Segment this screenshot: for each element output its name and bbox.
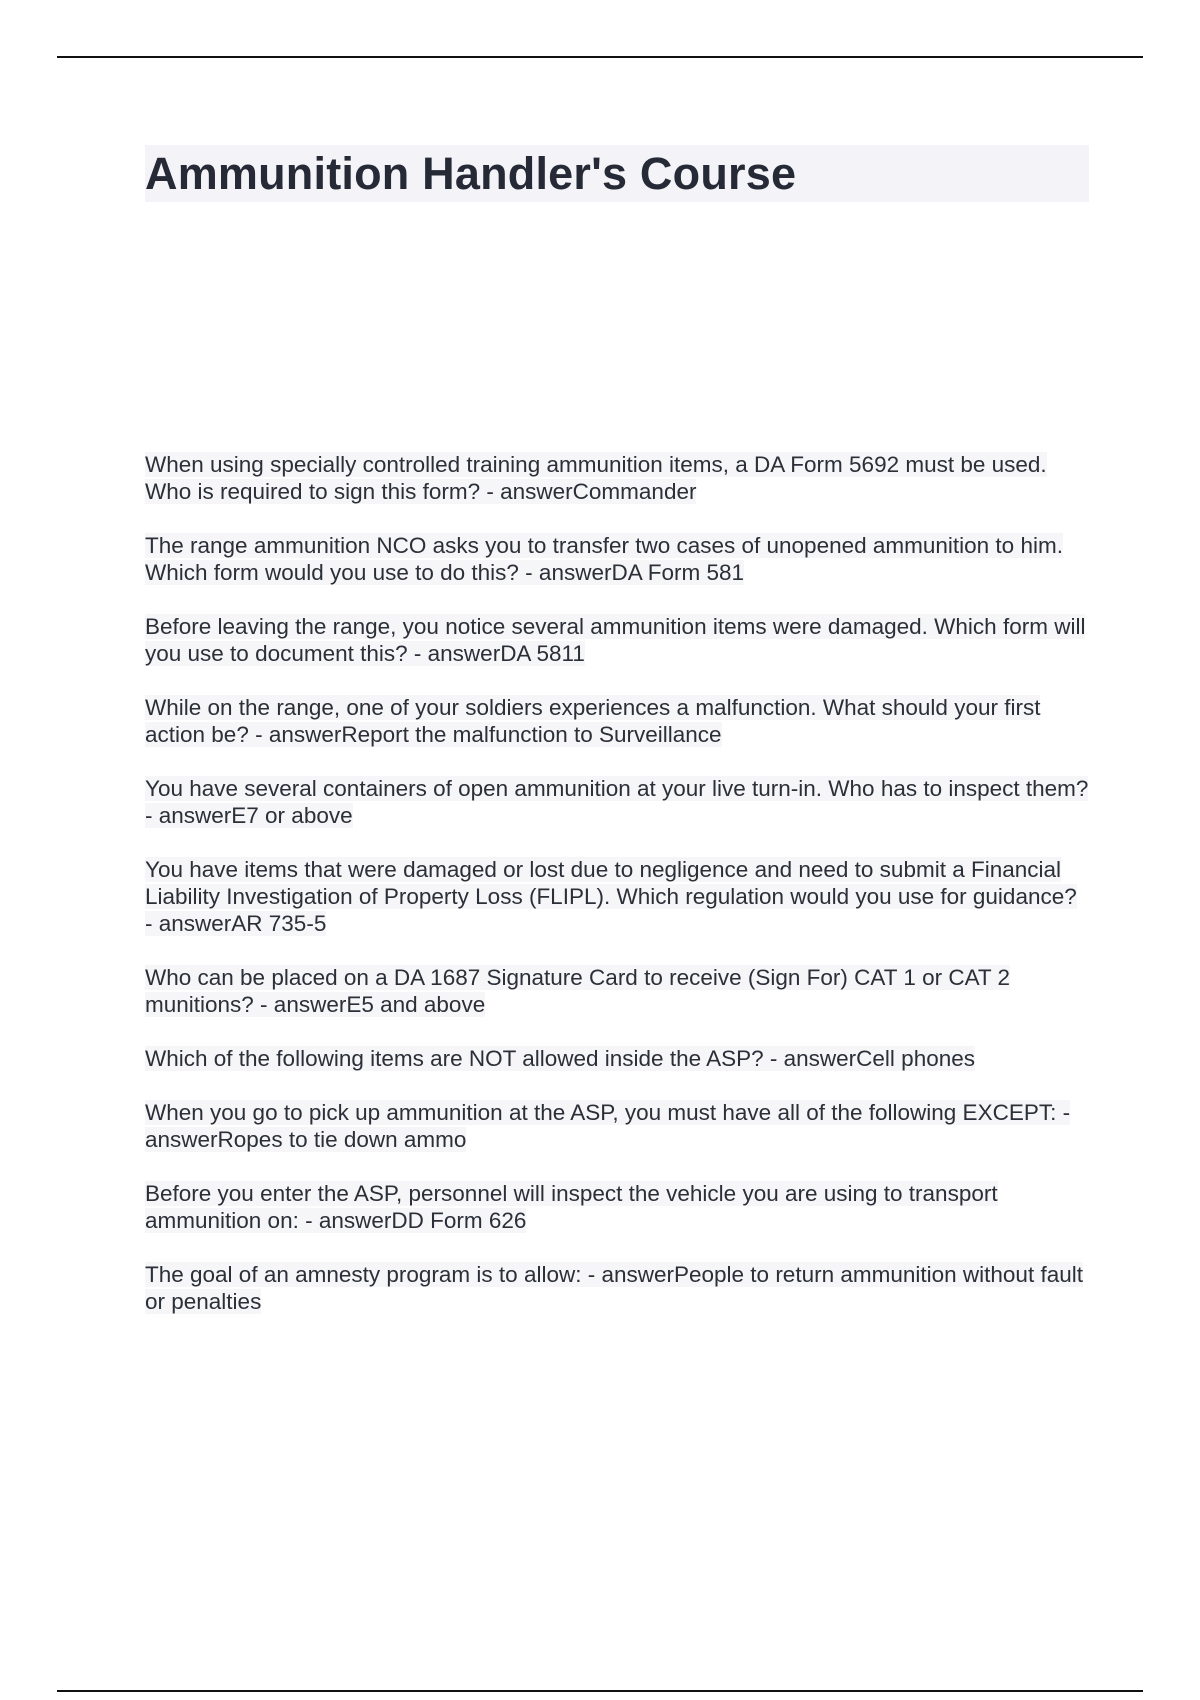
qa-item-8: [145, 1045, 1090, 1072]
qa-text: Who can be placed on a DA 1687 Signature Card to receive (Sign For) CAT 1 or CAT 2 munitions? - answerE5 and above: [145, 965, 1011, 1017]
qa-text: While on the range, one of your soldiers experiences a malfunction. What should your first action be? - answerReport the malfunction to Surveillance: [145, 695, 1041, 747]
qa-item-2: [145, 532, 1090, 586]
page-title: Ammunition Handler's Course: [145, 148, 797, 199]
qa-item-11: [145, 1261, 1090, 1315]
qa-text: You have items that were damaged or lost due to negligence and need to submit a Financial Liability Investigation of Property Loss (FLIPL). Which regulation would you use for guidance? - answerAR 735-5: [145, 857, 1077, 936]
qa-item-4: [145, 694, 1090, 748]
qa-text: You have several containers of open ammunition at your live turn-in. Who has to inspect them? - answerE7 or above: [145, 776, 1089, 828]
qa-text: When using specially controlled training ammunition items, a DA Form 5692 must be used. Who is required to sign this form? - answerCommander: [145, 452, 1047, 504]
qa-text: The range ammunition NCO asks you to transfer two cases of unopened ammunition to him. Which form would you use to do this? - answerDA Form 581: [145, 533, 1063, 585]
qa-item-9: [145, 1099, 1090, 1153]
qa-text: Which of the following items are NOT allowed inside the ASP? - answerCell phones: [145, 1046, 975, 1071]
top-rule: [57, 56, 1143, 58]
qa-text: Before you enter the ASP, personnel will inspect the vehicle you are using to transport ammunition on: - answerDD Form 626: [145, 1181, 998, 1233]
qa-text: When you go to pick up ammunition at the ASP, you must have all of the following EXCEPT: - answerRopes to tie down ammo: [145, 1100, 1071, 1152]
qa-item-3: [145, 613, 1090, 667]
qa-item-5: [145, 775, 1090, 829]
bottom-rule: [57, 1690, 1143, 1692]
qa-item-10: [145, 1180, 1090, 1234]
qa-text: Before leaving the range, you notice several ammunition items were damaged. Which form will you use to document this? - answerDA 5811: [145, 614, 1086, 666]
qa-text: The goal of an amnesty program is to allow: - answerPeople to return ammunition without fault or penalties: [145, 1262, 1083, 1314]
question-answer-list: [145, 451, 1090, 1342]
qa-item-7: [145, 964, 1090, 1018]
qa-item-1: [145, 451, 1090, 505]
qa-item-6: [145, 856, 1090, 937]
